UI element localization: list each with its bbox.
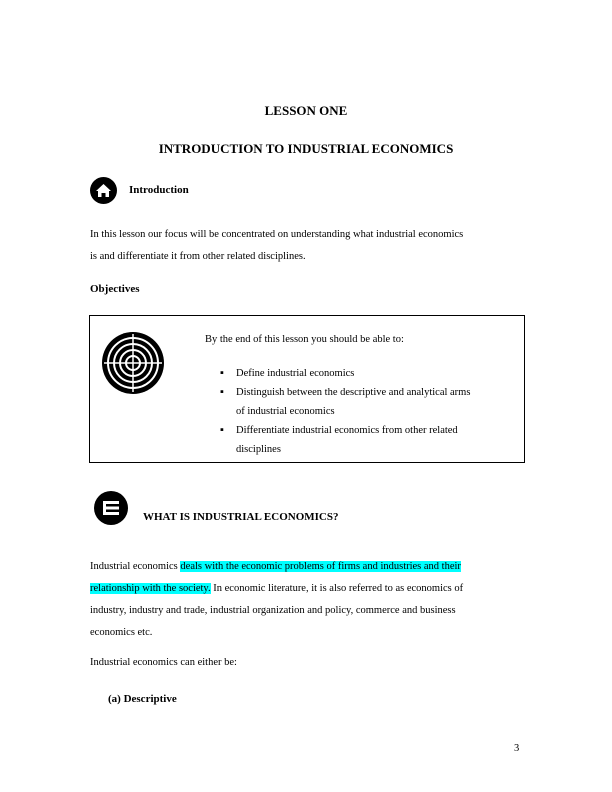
definition-line-1: Industrial economics deals with the economic problems of firms and industries and their <box>90 561 461 572</box>
objective-item: ▪ Distinguish between the descriptive and analytical arms of industrial economics <box>220 383 512 421</box>
objective-item: ▪ Define industrial economics <box>220 364 512 383</box>
lesson-title: LESSON ONE <box>264 103 348 118</box>
highlighted-text: deals with the economic problems of firms and industries and their <box>180 561 461 572</box>
intro-line-1: In this lesson our focus will be concentrated on understanding what industrial economics <box>90 229 464 240</box>
highlighted-text: relationship with the society. <box>90 583 211 594</box>
page-number: 3 <box>514 743 520 754</box>
lesson-subtitle: INTRODUCTION TO INDUSTRIAL ECONOMICS <box>158 141 454 156</box>
target-icon <box>102 332 164 394</box>
definition-line-2: relationship with the society. In economic literature, it is also referred to as economics of <box>90 583 464 594</box>
definition-line-4: economics etc. <box>90 627 153 638</box>
definition-paragraph <box>90 556 522 644</box>
introduction-heading: Introduction <box>129 184 189 196</box>
definition-line-3: industry, industry and trade, industrial organization and policy, commerce and business <box>90 605 456 616</box>
subheading-descriptive: (a) Descriptive <box>108 693 177 705</box>
objectives-heading: Objectives <box>90 283 140 295</box>
objective-item: ▪ Differentiate industrial economics from other related disciplines <box>220 421 512 459</box>
intro-line-2: is and differentiate it from other related disciplines. <box>90 251 306 262</box>
intro-paragraph <box>90 224 522 268</box>
objectives-lead: By the end of this lesson you should be able to: <box>205 334 404 345</box>
objectives-list <box>220 364 512 459</box>
either-paragraph: Industrial economics can either be: <box>90 657 237 668</box>
section-heading: WHAT IS INDUSTRIAL ECONOMICS? <box>143 511 339 523</box>
home-icon <box>90 177 117 204</box>
objectives-box <box>89 315 525 463</box>
menu-list-icon <box>94 491 128 525</box>
